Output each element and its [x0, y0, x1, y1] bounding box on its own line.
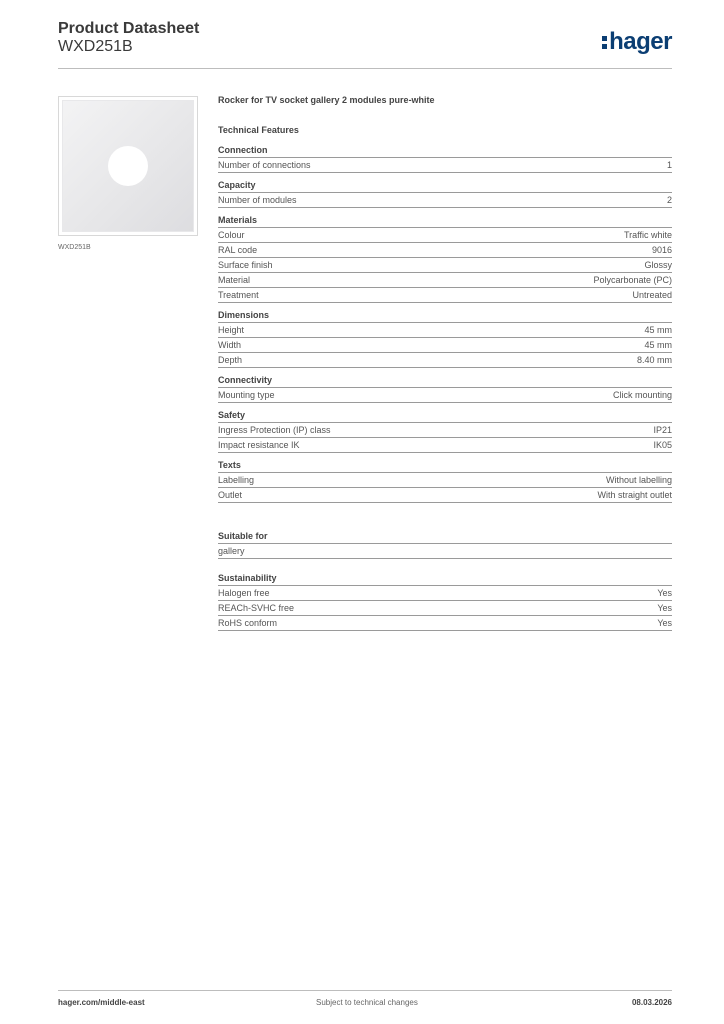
spec-label: Ingress Protection (IP) class	[218, 425, 331, 435]
spec-row	[218, 338, 672, 353]
footer-date: 08.03.2026	[631, 998, 672, 1007]
hager-logo	[602, 28, 672, 56]
logo-dots-icon	[602, 33, 607, 49]
spec-label: REACh-SVHC free	[218, 603, 295, 613]
spec-row	[218, 601, 672, 616]
section-sustainability	[218, 571, 672, 631]
spec-row	[218, 423, 672, 438]
spec-row	[218, 488, 672, 503]
technical-features-title: Technical Features	[218, 125, 299, 135]
spec-value: With straight outlet	[597, 490, 672, 500]
spec-value: Click mounting	[612, 390, 672, 400]
section-connectivity	[218, 373, 672, 403]
spec-value: 45 mm	[644, 325, 672, 335]
spec-row	[218, 288, 672, 303]
spec-row	[218, 473, 672, 488]
spec-row	[218, 388, 672, 403]
product-code: WXD251B	[58, 38, 133, 55]
spec-label: Number of modules	[218, 195, 297, 205]
logo-text: hager	[609, 28, 672, 55]
spec-label: RoHS conform	[218, 618, 278, 628]
section-safety	[218, 408, 672, 453]
spec-label: Material	[218, 275, 251, 285]
section-title: Capacity	[218, 178, 672, 193]
spec-value: IP21	[653, 425, 672, 435]
footer-divider	[58, 990, 672, 991]
socket-hole	[108, 146, 148, 186]
spec-row	[218, 616, 672, 631]
section-title: Connection	[218, 143, 672, 158]
section-title: Sustainability	[218, 571, 672, 586]
spec-value: Glossy	[644, 260, 672, 270]
page-title: Product Datasheet	[58, 20, 200, 37]
spec-row	[218, 228, 672, 243]
spec-label: Impact resistance IK	[218, 440, 300, 450]
spec-value: 9016	[651, 245, 672, 255]
spec-value: Polycarbonate (PC)	[593, 275, 672, 285]
product-image	[58, 96, 198, 236]
spec-label: Colour	[218, 230, 245, 240]
spec-label: Depth	[218, 355, 243, 365]
spec-row	[218, 544, 672, 559]
header-divider	[58, 68, 672, 69]
section-capacity	[218, 178, 672, 208]
spec-value: Yes	[657, 618, 672, 628]
datasheet-content	[218, 92, 672, 631]
image-caption: WXD251B	[58, 244, 91, 251]
spec-label: RAL code	[218, 245, 258, 255]
spec-row	[218, 586, 672, 601]
spec-row	[218, 353, 672, 368]
spec-value: 1	[666, 160, 672, 170]
spec-label: gallery	[218, 546, 245, 556]
section-suitable-for	[218, 529, 672, 559]
spec-label: Height	[218, 325, 245, 335]
spec-label: Width	[218, 340, 242, 350]
spec-label: Labelling	[218, 475, 255, 485]
spec-label: Surface finish	[218, 260, 273, 270]
spec-value: Without labelling	[605, 475, 672, 485]
spec-value: Yes	[657, 588, 672, 598]
section-dimensions	[218, 308, 672, 368]
spec-value: 2	[666, 195, 672, 205]
section-texts	[218, 458, 672, 503]
spec-label: Number of connections	[218, 160, 311, 170]
section-title: Connectivity	[218, 373, 672, 388]
spec-row	[218, 438, 672, 453]
spec-value: IK05	[653, 440, 672, 450]
spec-value: Yes	[657, 603, 672, 613]
section-title: Texts	[218, 458, 672, 473]
spec-value: Untreated	[632, 290, 672, 300]
spec-label: Mounting type	[218, 390, 275, 400]
footer-notice: Subject to technical changes	[316, 998, 418, 1007]
spec-row	[218, 323, 672, 338]
section-materials	[218, 213, 672, 303]
section-connection	[218, 143, 672, 173]
section-title: Materials	[218, 213, 672, 228]
spec-value: 8.40 mm	[636, 355, 672, 365]
section-title: Suitable for	[218, 529, 672, 544]
spec-row	[218, 273, 672, 288]
spec-row	[218, 158, 672, 173]
section-title: Dimensions	[218, 308, 672, 323]
section-title: Safety	[218, 408, 672, 423]
rocker-plate	[62, 100, 194, 232]
spec-value: 45 mm	[644, 340, 672, 350]
footer-website: hager.com/middle-east	[58, 998, 145, 1007]
spec-row	[218, 243, 672, 258]
spec-row	[218, 193, 672, 208]
spec-row	[218, 258, 672, 273]
spec-value: Traffic white	[623, 230, 672, 240]
product-description: Rocker for TV socket gallery 2 modules pure-white	[218, 95, 435, 105]
spec-label: Halogen free	[218, 588, 270, 598]
spec-label: Treatment	[218, 290, 259, 300]
spec-label: Outlet	[218, 490, 243, 500]
